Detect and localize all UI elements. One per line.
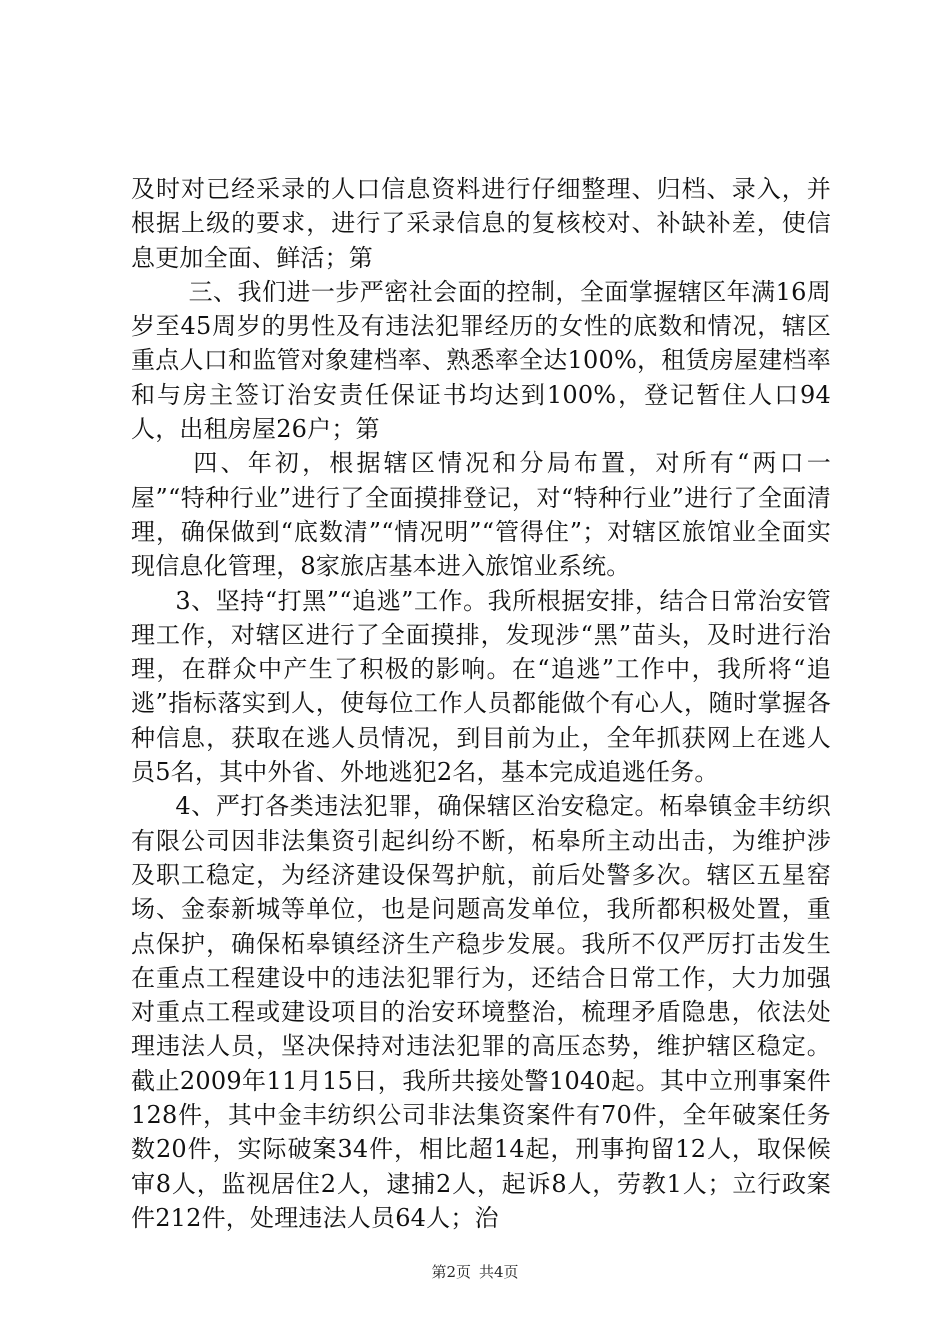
paragraph-third-control: 三、我们进一步严密社会面的控制，全面掌握辖区年满16周岁至45周岁的男性及有违法犯罪经历的女性的底数和情况，辖区重点人口和监管对象建档率、熟悉率全达100%，租赁房屋建档率和与房主签订治安责任保证书均达到100%，登记暂住人口94人，出租房屋26户；第 [131,277,831,444]
page-number: 第2页 [431,1263,471,1281]
page-footer [0,1262,950,1282]
paragraph-strike-crime: 4、严打各类违法犯罪，确保辖区治安稳定。柘皋镇金丰纺织有限公司因非法集资引起纠纷不断，柘皋所主动出击，为维护涉及职工稳定，为经济建设保驾护航，前后处警多次。辖区五星窑场、金泰新城等单位，也是问题高发单位，我所都积极处置，重点保护，确保柘皋镇经济生产稳步发展。我所不仅严厉打击发生在重点工程建设中的违法犯罪行为，还结合日常工作，大力加强对重点工程或建设项目的治安环境整治，梳理矛盾隐患，依法处理违法人员，坚决保持对违法犯罪的高压态势，维护辖区稳定。截止2009年11月15日，我所共接处警1040起。其中立刑事案件128件，其中金丰纺织公司非法集资案件有70件，全年破案任务数20件，实际破案34件，相比超14起，刑事拘留12人，取保候审8人，监视居住2人，逮捕2人，起诉8人，劳教1人；立行政案件212件，处理违法人员64人；治 [131,792,831,1232]
paragraph-info-collection: 及时对已经采录的人口信息资料进行仔细整理、归档、录入，并根据上级的要求，进行了采录信息的复核校对、补缺补差，使信息更加全面、鲜活；第 [131,175,831,272]
paragraph-fourth-registration: 四、年初，根据辖区情况和分局布置，对所有“两口一屋”“特种行业”进行了全面摸排登记，对“特种行业”进行了全面清理，确保做到“底数清”“情况明”“管得住”；对辖区旅馆业全面实现信息化管理，8家旅店基本进入旅馆业系统。 [131,449,831,581]
document-body [131,172,831,1235]
paragraph-crackdown-pursuit: 3、坚持“打黑”“追逃”工作。我所根据安排，结合日常治安管理工作，对辖区进行了全面摸排，发现涉“黑”苗头，及时进行治理，在群众中产生了积极的影响。在“追逃”工作中，我所将“追逃”指标落实到人，使每位工作人员都能做个有心人，随时掌握各种信息，获取在逃人员情况，到目前为止，全年抓获网上在逃人员5名，其中外省、外地逃犯2名，基本完成追逃任务。 [131,586,831,787]
page-total: 共4页 [479,1263,519,1281]
